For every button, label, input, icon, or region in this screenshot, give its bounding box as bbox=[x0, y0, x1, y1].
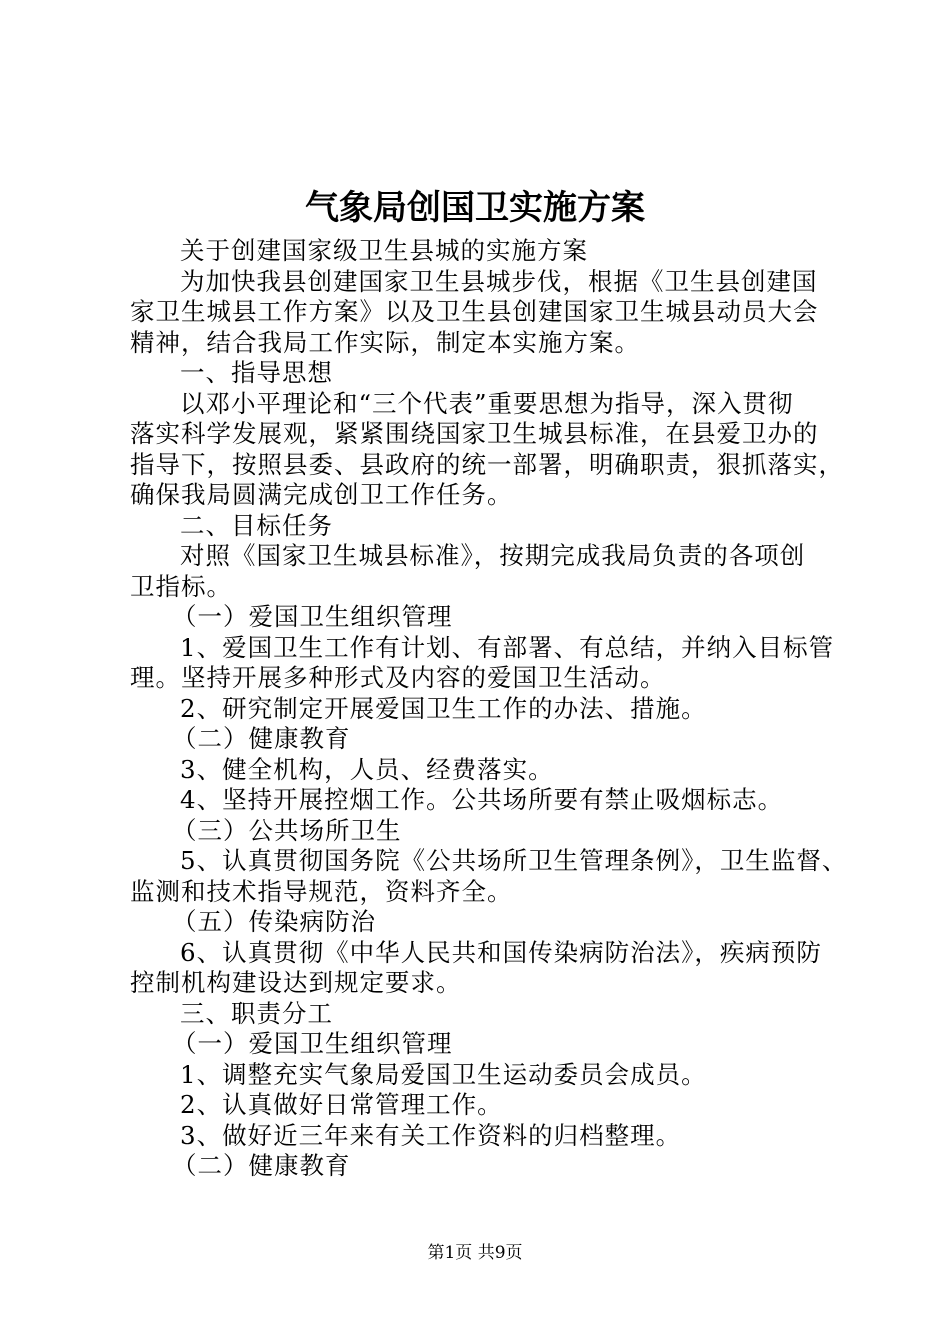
document-body bbox=[130, 236, 850, 1182]
paragraph-line: 指导下，按照县委、县政府的统一部署，明确职责，狠抓落实， bbox=[130, 449, 844, 479]
list-item: 6、认真贯彻《中华人民共和国传染病防治法》，疾病预防 bbox=[180, 937, 822, 967]
document-title: 气象局创国卫实施方案 bbox=[305, 188, 645, 228]
list-item: 4、坚持开展控烟工作。公共场所要有禁止吸烟标志。 bbox=[180, 785, 784, 814]
subsection-heading: （二）健康教育 bbox=[172, 1151, 351, 1180]
paragraph-line: 落实科学发展观，紧紧围绕国家卫生城县标准，在县爱卫办的 bbox=[130, 419, 819, 448]
subsection-heading: （五）传染病防治 bbox=[172, 907, 376, 936]
list-item-continuation: 控制机构建设达到规定要求。 bbox=[130, 968, 462, 997]
list-item: 3、健全机构，人员、经费落实。 bbox=[180, 754, 554, 784]
list-item-continuation: 理。坚持开展多种形式及内容的爱国卫生活动。 bbox=[130, 663, 666, 692]
list-item: 5、认真贯彻国务院《公共场所卫生管理条例》，卫生监督、 bbox=[180, 846, 848, 875]
paragraph-line: 卫指标。 bbox=[130, 571, 232, 601]
paragraph-line: 精神，结合我局工作实际，制定本实施方案。 bbox=[130, 327, 640, 357]
subsection-heading: （三）公共场所卫生 bbox=[172, 815, 402, 845]
list-item-continuation: 监测和技术指导规范，资料齐全。 bbox=[130, 876, 513, 906]
section-heading: 一、指导思想 bbox=[180, 358, 333, 387]
section-heading: 二、目标任务 bbox=[180, 510, 333, 540]
list-item: 1、爱国卫生工作有计划、有部署、有总结，并纳入目标管 bbox=[180, 632, 835, 662]
list-item: 1、调整充实气象局爱国卫生运动委员会成员。 bbox=[180, 1059, 707, 1089]
subsection-heading: （一）爱国卫生组织管理 bbox=[172, 602, 453, 631]
section-heading: 三、职责分工 bbox=[180, 998, 333, 1028]
paragraph-line: 确保我局圆满完成创卫工作任务。 bbox=[130, 480, 513, 509]
subsection-heading: （二）健康教育 bbox=[172, 724, 351, 753]
paragraph-line: 以邓小平理论和“三个代表”重要思想为指导，深入贯彻 bbox=[180, 388, 794, 418]
paragraph-line: 为加快我县创建国家卫生县城步伐，根据《卫生县创建国 bbox=[180, 266, 818, 296]
list-item: 2、研究制定开展爱国卫生工作的办法、措施。 bbox=[180, 693, 707, 723]
subtitle-line: 关于创建国家级卫生县城的实施方案 bbox=[180, 236, 588, 265]
list-item: 2、认真做好日常管理工作。 bbox=[180, 1090, 503, 1119]
page-number-footer: 第1页 共9页 bbox=[427, 1243, 523, 1263]
paragraph-line: 家卫生城县工作方案》以及卫生县创建国家卫生城县动员大会 bbox=[130, 297, 819, 326]
paragraph-line: 对照《国家卫生城县标准》，按期完成我局负责的各项创 bbox=[180, 541, 806, 570]
subsection-heading: （一）爱国卫生组织管理 bbox=[172, 1029, 453, 1058]
list-item: 3、做好近三年来有关工作资料的归档整理。 bbox=[180, 1120, 682, 1150]
